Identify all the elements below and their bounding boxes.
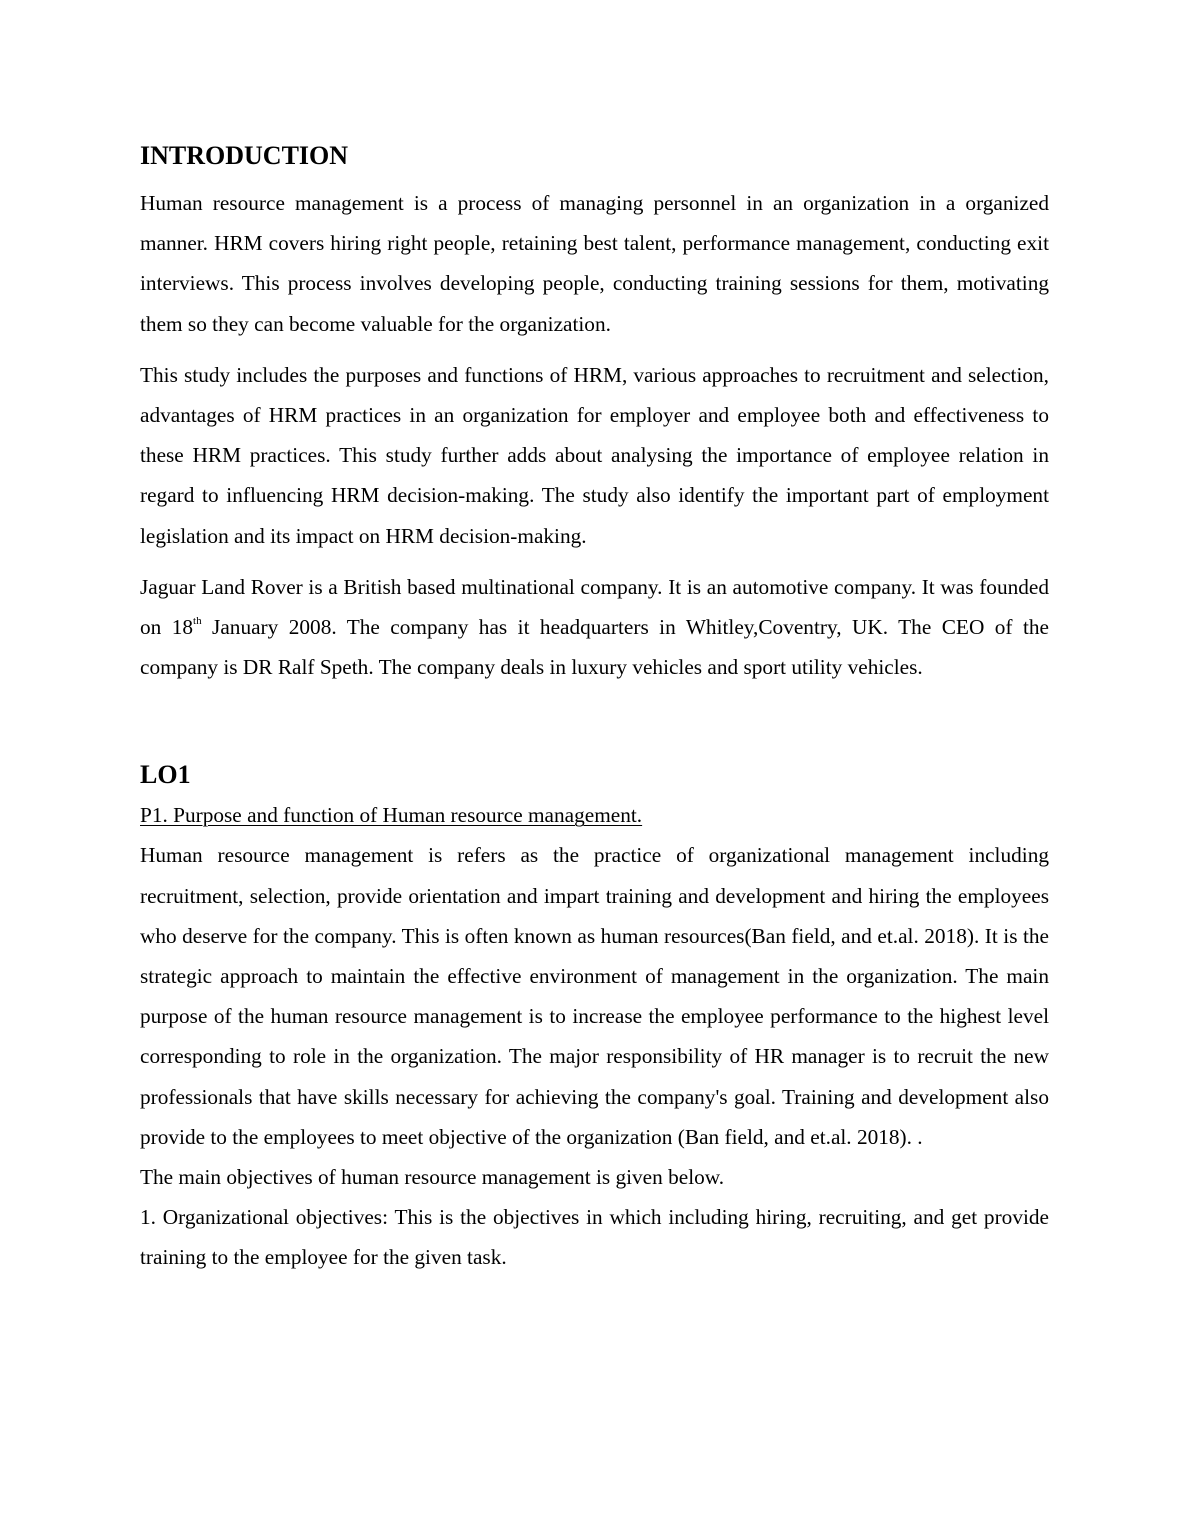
ordinal-suffix: th xyxy=(193,615,202,628)
p1-subheading: P1. Purpose and function of Human resource management. xyxy=(140,803,643,828)
intro-paragraph-2: This study includes the purposes and functions of HRM, various approaches to recruitment and selection, advantages of HRM practices in an organization for employer and employee both and effectiveness to these HRM practices. This study further adds about analysing the importance of employee relation in regard to influencing HRM decision-making. The study also identify the important part of employment legislation and its impact on HRM decision-making. xyxy=(140,362,1049,548)
introduction-heading: INTRODUCTION xyxy=(140,141,349,170)
intro-paragraph-3-start: Jaguar Land Rover is a British based multinational company. It is an automotive company. It was founded on 18 xyxy=(140,574,1049,640)
lo1-paragraph-1: Human resource management is refers as the practice of organizational management including recruitment, selection, provide orientation and impart training and development and hiring the employees who deserve for the company. This is often known as human resources(Ban field, and et.al. 2018). It is the strategic approach to maintain the effective environment of management in the organization. The main purpose of the human resource management is to increase the employee performance to the highest level corresponding to role in the organization. The major responsibility of HR manager is to recruit the new professionals that have skills necessary for achieving the company's goal. Training and development also provide to the employees to meet objective of the organization (Ban field, and et.al. 2018). . xyxy=(140,843,1049,1149)
lo1-paragraph-2: The main objectives of human resource management is given below. xyxy=(140,1165,725,1190)
lo1-paragraph-3: 1. Organizational objectives: This is the objectives in which including hiring, recruiting, and get provide training to the employee for the given task. xyxy=(140,1205,1049,1270)
intro-paragraph-1: Human resource management is a process of managing personnel in an organization in a organized manner. HRM covers hiring right people, retaining best talent, performance management, conducting exit interviews. This process involves developing people, conducting training sessions for them, motivating them so they can become valuable for the organization. xyxy=(140,191,1049,336)
document-page xyxy=(140,138,1049,1278)
intro-paragraph-3-end: January 2008. The company has it headquarters in Whitley,Coventry, UK. The CEO of the company is DR Ralf Speth. The company deals in luxury vehicles and sport utility vehicles. xyxy=(140,615,1049,680)
lo1-heading: LO1 xyxy=(140,760,191,790)
intro-paragraph-3 xyxy=(140,567,1049,688)
